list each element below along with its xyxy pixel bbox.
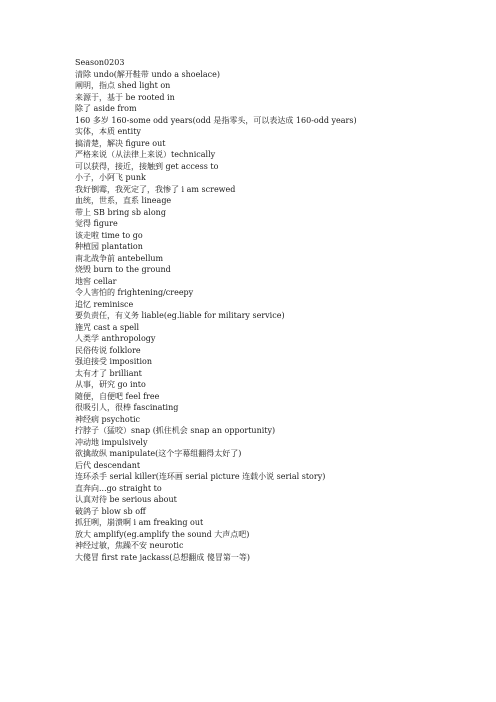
list-item: 冲动地 impulsively [75,437,148,447]
list-item: 要负责任，有义务 liable(eg.liable for military service) [75,311,285,320]
list-item: 连环杀手 serial killer(连环画 serial picture 连载小说 serial story) [75,472,326,481]
list-item: 破鸽子 blow sb off [75,506,146,516]
document-title: Season0203 [75,58,125,67]
list-item: 南北战争前 antebellum [75,253,164,263]
list-item: 小子，小阿飞 punk [75,173,146,182]
list-item: 追忆 reminisce [75,299,134,309]
list-item: 神经病 psychotic [75,414,140,424]
document-page [75,57,475,563]
list-item: 人类学 anthropology [75,334,156,343]
list-item: 带上 SB bring sb along [75,207,166,217]
list-item: 地窖 cellar [75,276,117,286]
list-item: 来源于，基于 be rooted in [75,92,175,102]
list-item: 大傻冒 first rate jackass(总想翻成 傻冒第一等) [75,552,250,562]
list-item: 太有才了 brilliant [75,368,142,378]
list-item: 令人害怕的 frightening/creepy [75,288,194,297]
list-item: 认真对待 be serious about [75,495,177,504]
list-item: 烧毁 burn to the ground [75,265,171,274]
list-item: 拧脖子（猛咬）snap (抓住机会 snap an opportunity) [75,426,276,435]
list-item: 欲擒故纵 manipulate(这个字幕组翻得太好了) [75,449,242,458]
list-item: 后代 descendant [75,460,141,470]
list-item: 实体，本质 entity [75,127,141,136]
list-item: 除了 aside from [75,104,137,113]
list-item: 搞清楚，解决 figure out [75,138,166,148]
list-item: 该走啦 time to go [75,230,143,240]
list-item: 直奔向...go straight to [75,483,162,493]
list-item: 随便，自便吧 feel free [75,391,160,401]
list-item: 施咒 cast a spell [75,322,140,332]
list-item: 强迫接受 imposition [75,357,153,366]
list-item: 从事，研究 go into [75,380,146,389]
list-item: 放大 amplify(eg.amplify the sound 大声点吧) [75,529,250,539]
list-item: 血统，世系，直系 lineage [75,196,172,205]
list-item: 严格来说（从法律上来说）technically [75,150,216,159]
list-item: 很吸引人，很棒 fascinating [75,403,179,412]
list-item: 可以获得，接近，接触到 get access to [75,161,219,171]
list-item: 160 多岁 160-some odd years(odd 是指零头，可以表达成 160-odd years) [75,115,357,125]
list-item: 我好倒霉，我死定了，我惨了 i am screwed [75,184,236,194]
vocabulary-list [75,69,475,564]
list-item: 民俗传说 folklore [75,345,141,355]
list-item: 觉得 figure [75,219,118,228]
list-item: 种植园 plantation [75,242,143,251]
list-item: 抓狂咧，崩溃啊 i am freaking out [75,518,204,527]
list-item: 阐明，指点 shed light on [75,81,171,90]
list-item: 神经过敏，焦躁不安 neurotic [75,541,184,550]
list-item: 清除 undo(解开鞋带 undo a shoelace) [75,69,221,79]
